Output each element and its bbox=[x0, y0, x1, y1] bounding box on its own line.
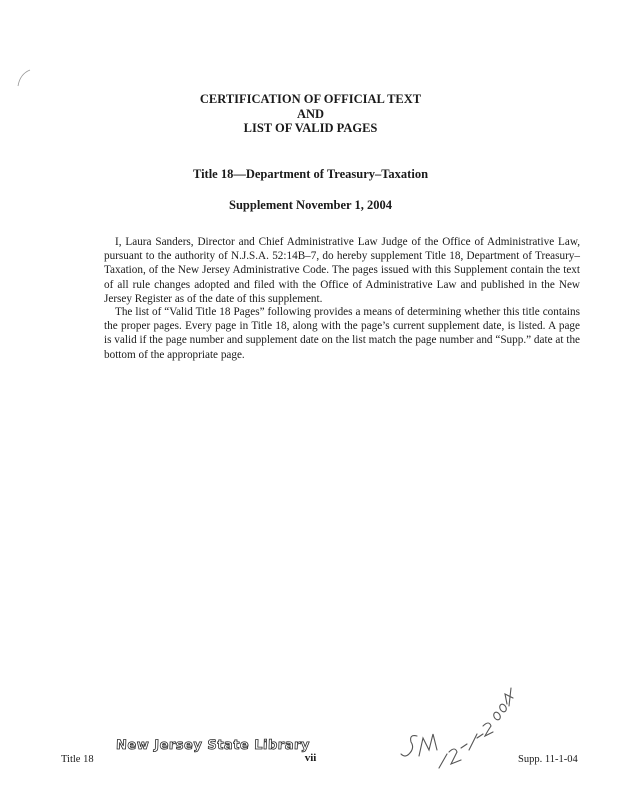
supplement-date: Supplement November 1, 2004 bbox=[229, 198, 392, 212]
certification-paragraph: I, Laura Sanders, Director and Chief Administrative Law Judge of the Office of Administrative Law, pursuant to the authority of N.J.S.A. 52:14B–7, do hereby supplement Title 18, Department of Treasury–Taxation, of the New Jersey Administrative Code. The pages issued with this Supplement contain the text of all rule changes adopted and filed with the Office of Administrative Law and published in the New Jersey Register as of the date of this supplement. bbox=[104, 236, 580, 305]
page-number: vii bbox=[304, 752, 317, 764]
scan-mark bbox=[14, 66, 38, 90]
title-department: Title 18—Department of Treasury–Taxation bbox=[192, 167, 429, 181]
footer-title: Title 18 bbox=[61, 754, 94, 765]
library-stamp: New Jersey State Library bbox=[115, 738, 311, 753]
footer-supplement: Supp. 11-1-04 bbox=[518, 754, 578, 765]
certification-heading: CERTIFICATION OF OFFICIAL TEXT bbox=[199, 92, 422, 106]
handwritten-signature bbox=[395, 680, 525, 780]
valid-pages-heading: LIST OF VALID PAGES bbox=[243, 121, 378, 135]
valid-pages-paragraph: The list of “Valid Title 18 Pages” following provides a means of determining whether this title contains the proper pages. Every page in Title 18, along with the page’s current supplement date, is listed. A page is valid if the page number and supplement date on the list match the page number and “Supp.” date at the bottom of the appropriate page. bbox=[104, 306, 580, 361]
heading-and: AND bbox=[296, 107, 325, 121]
